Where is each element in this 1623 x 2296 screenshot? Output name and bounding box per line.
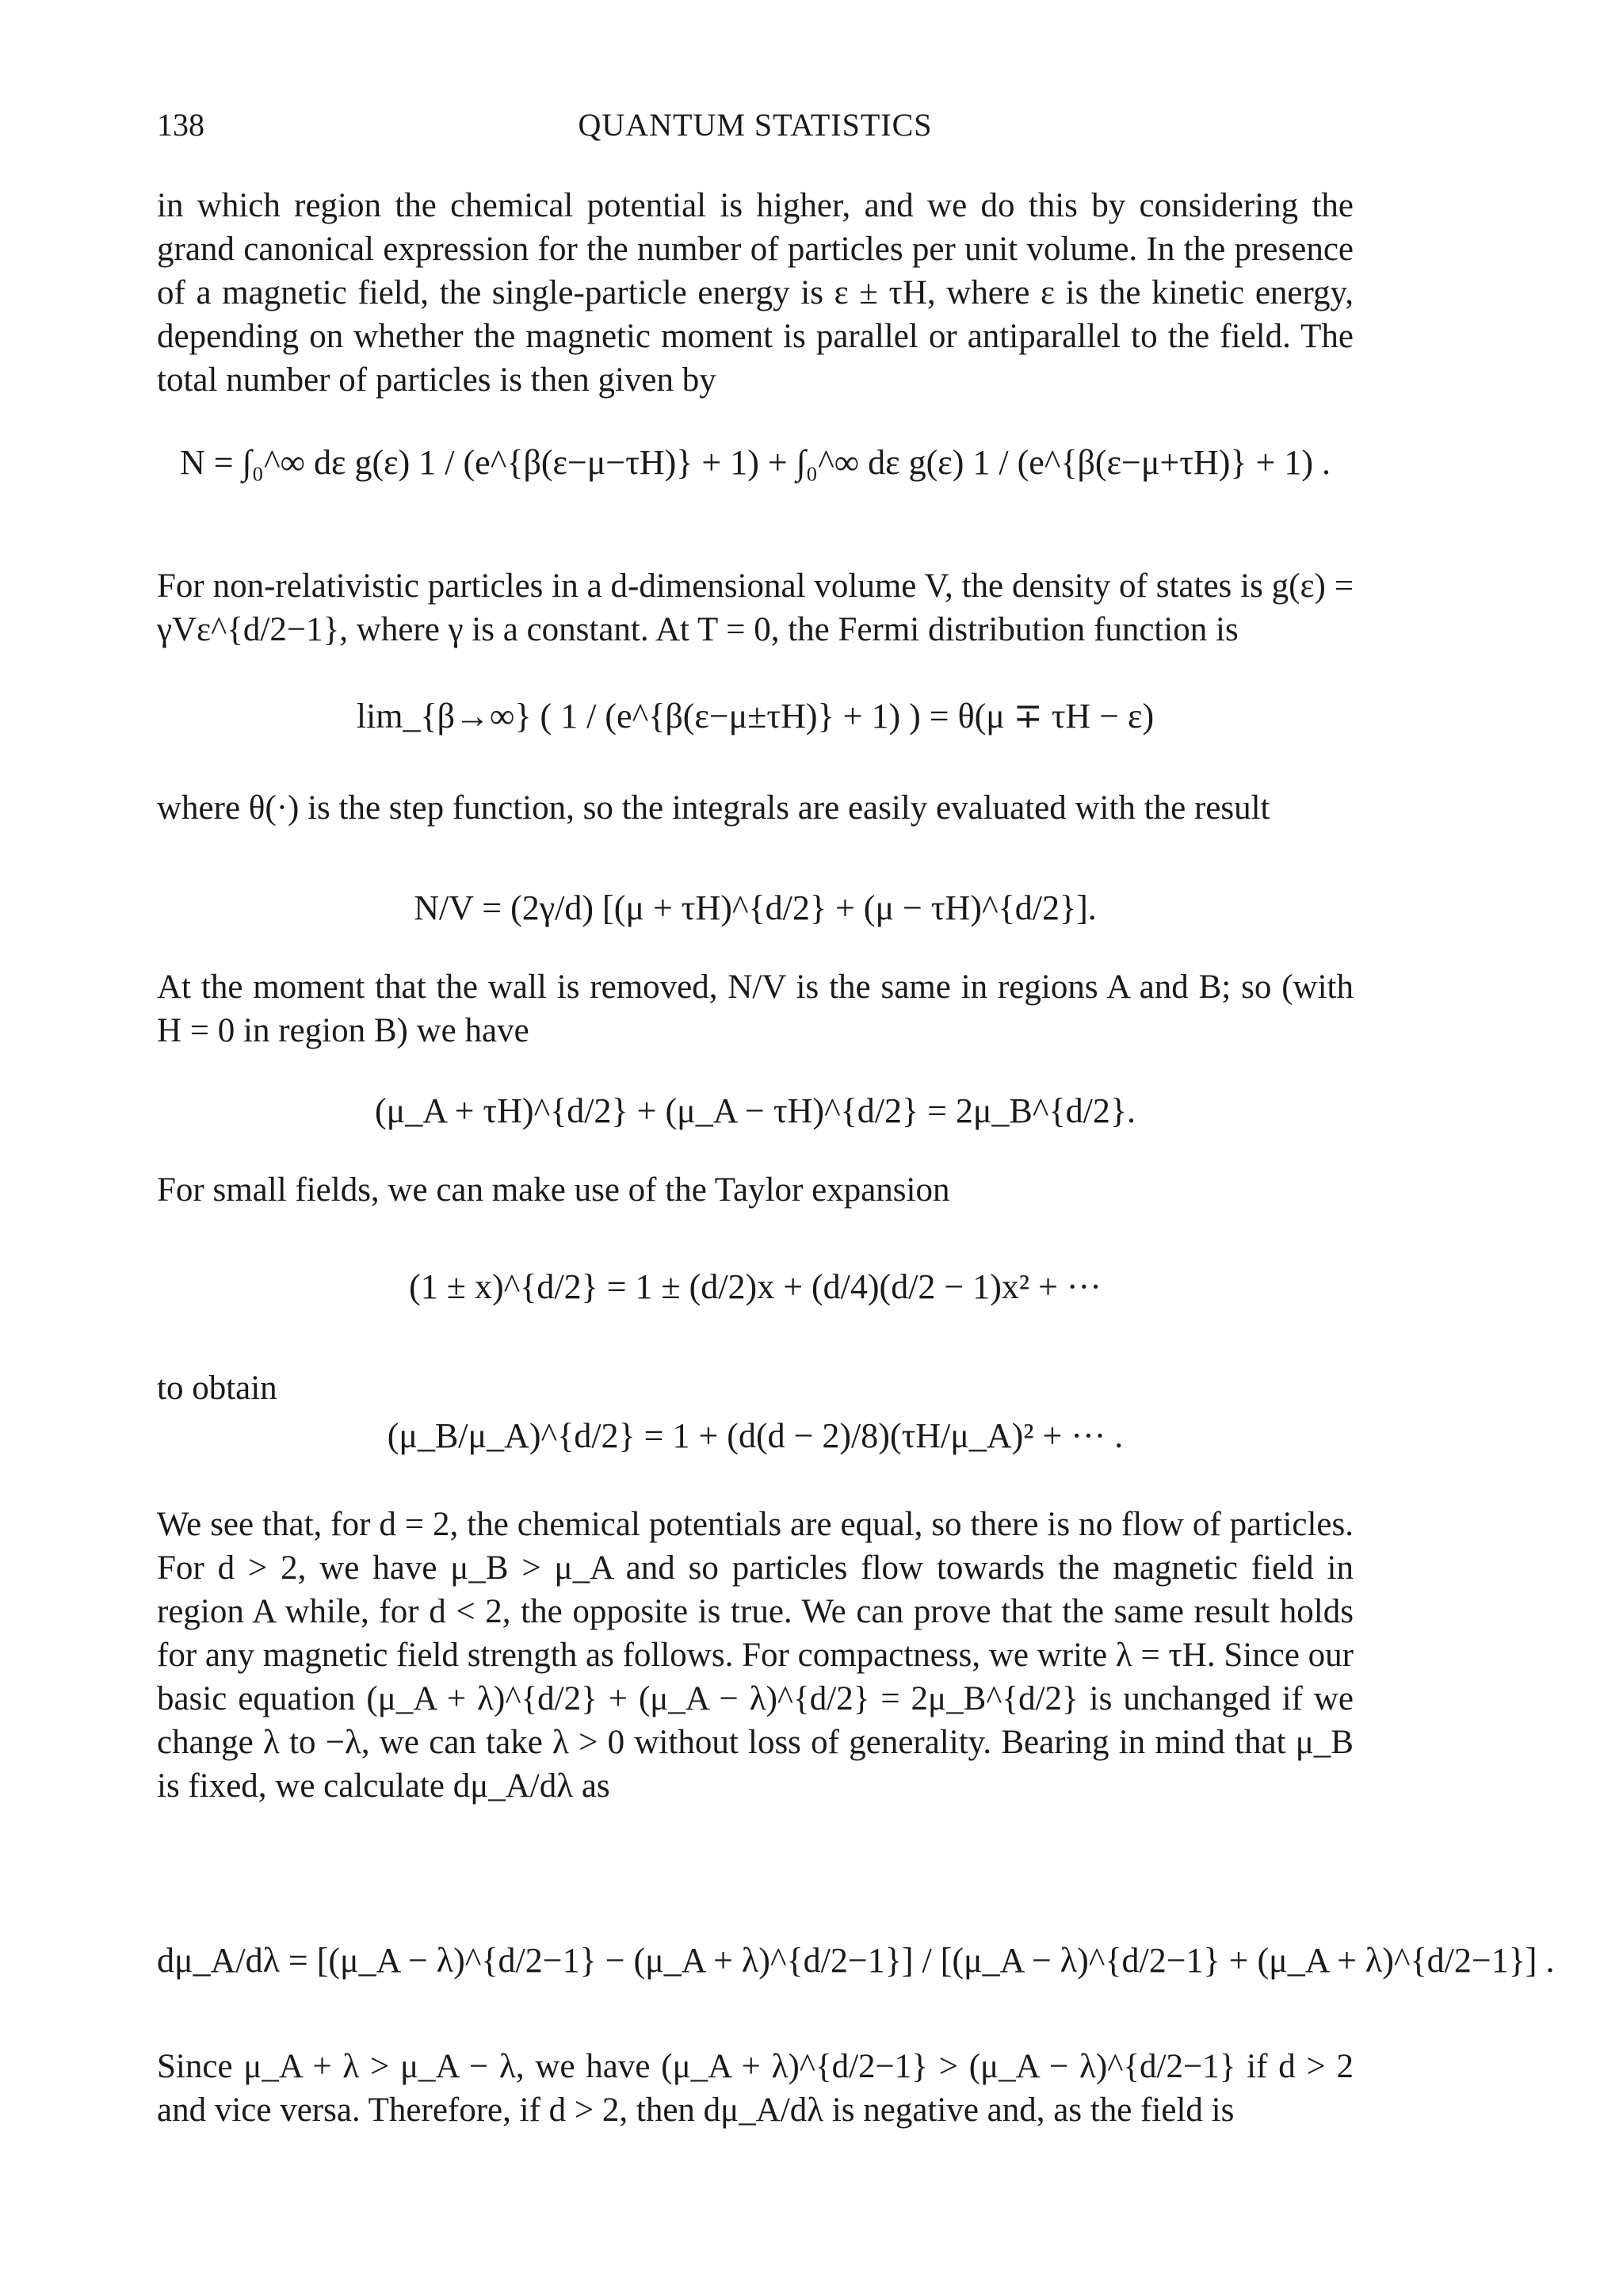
page-header [157,101,1354,149]
equation-derivative: dμ_A/dλ = [(μ_A − λ)^{d/2−1} − (μ_A + λ)^{d/2−1}] / [(μ_A − λ)^{d/2−1} + (μ_A + λ)^{d/2−1}] . [157,1941,1555,1980]
running-title: QUANTUM STATISTICS [578,107,933,143]
paragraph-4: At the moment that the wall is removed, N/V is the same in regions A and B; so (with H = 0 in region B) we have [157,968,1354,1049]
paragraph-8: Since μ_A + λ > μ_A − λ, we have (μ_A + λ)^{d/2−1} > (μ_A − λ)^{d/2−1} if d > 2 and vice versa. Therefore, if d > 2, then dμ_A/dλ is negative and, as the field is [157,2048,1354,2129]
equation-particle-number: N = ∫₀^∞ dε g(ε) 1 / (e^{β(ε−μ−τH)} + 1) + ∫₀^∞ dε g(ε) 1 / (e^{β(ε−μ+τH)} + 1) . [180,443,1331,482]
equation-density-result: N/V = (2γ/d) [(μ + τH)^{d/2} + (μ − τH)^{d/2}]. [414,888,1097,927]
paragraph-7: We see that, for d = 2, the chemical potentials are equal, so there is no flow of particles. For d > 2, we have μ_B > μ_A and so particles flow towards the magnetic field in region A while, for d < 2, the opposite is true. We can prove that the same result holds for any magnetic field strength as follows. For compactness, we write λ = τH. Since our basic equation (μ_A + λ)^{d/2} + (μ_A − λ)^{d/2} = 2μ_B^{d/2} is unchanged if we change λ to −λ, we can take λ > 0 without loss of generality. Bearing in mind that μ_B is fixed, we calculate dμ_A/dλ as [157,1506,1354,1805]
equation-ratio-expansion: (μ_B/μ_A)^{d/2} = 1 + (d(d − 2)/8)(τH/μ_A)² + ··· . [387,1416,1124,1455]
equation-fermi-limit: lim_{β→∞} ( 1 / (e^{β(ε−μ±τH)} + 1) ) = θ(μ ∓ τH − ε) [356,697,1155,735]
paragraph-1: in which region the chemical potential is higher, and we do this by considering the grand canonical expression for the number of particles per unit volume. In the presence of a magnetic field, the single-particle energy is ε ± τH, where ε is the kinetic energy, depending on whether the magnetic moment is parallel or antiparallel to the field. The total number of particles is then given by [157,187,1354,399]
paragraph-3: where θ(·) is the step function, so the integrals are easily evaluated with the result [157,789,1270,827]
paragraph-2: For non-relativistic particles in a d-dimensional volume V, the density of states is g(ε) = γVε^{d/2−1}, where γ is a constant. At T = 0, the Fermi distribution function is [157,567,1354,648]
paragraph-6: to obtain [157,1370,277,1407]
equation-equal-density: (μ_A + τH)^{d/2} + (μ_A − τH)^{d/2} = 2μ_B^{d/2}. [375,1091,1136,1130]
paragraph-5: For small fields, we can make use of the Taylor expansion [157,1171,950,1209]
page-number: 138 [157,107,204,143]
equation-taylor-expansion: (1 ± x)^{d/2} = 1 ± (d/2)x + (d/4)(d/2 − 1)x² + ··· [409,1267,1102,1306]
